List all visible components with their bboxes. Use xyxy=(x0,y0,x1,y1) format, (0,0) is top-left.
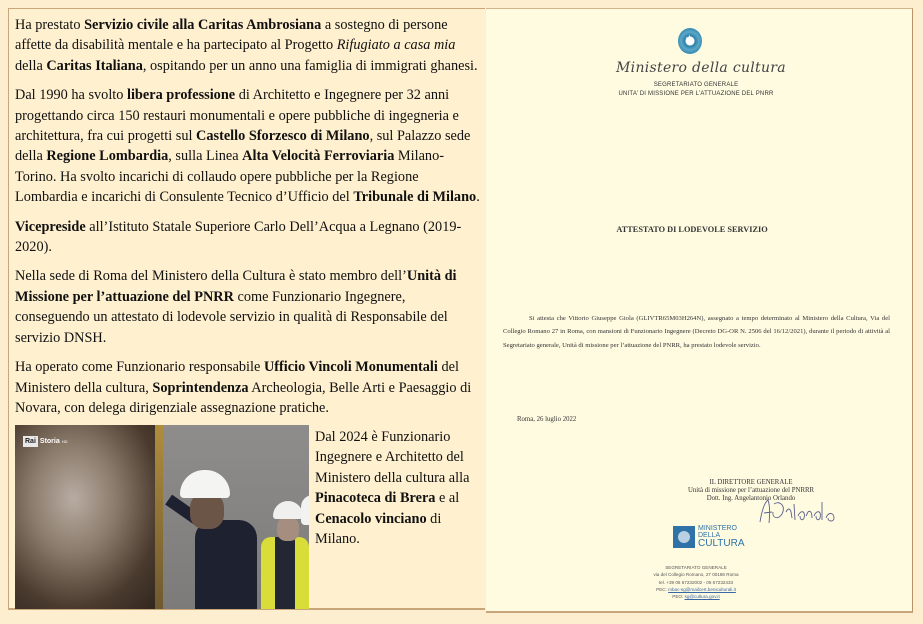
bold-text: Soprintendenza xyxy=(152,379,249,396)
bold-text: Pinacoteca di Brera xyxy=(315,490,436,507)
rai-storia-logo xyxy=(23,436,68,447)
bio-paragraph xyxy=(15,15,481,76)
certificate-date: Roma, 26 luglio 2022 xyxy=(517,416,577,423)
text-run: a sostegno di persone affette da disabilità mentale e ha partecipato al Progetto xyxy=(15,17,448,54)
biography-text xyxy=(15,15,481,427)
unit-name: UNITA’ DI MISSIONE PER L’ATTUAZIONE DEL PNRR xyxy=(618,91,774,97)
footer-contact xyxy=(596,564,796,600)
text-run: della xyxy=(15,57,47,74)
text-run: , ospitando per un anno una famiglia di immigrati ghanesi. xyxy=(142,57,478,74)
text-run: di Milano. xyxy=(315,510,442,548)
text-run: , sulla Linea xyxy=(168,148,243,165)
mic-logo-mark-icon xyxy=(673,526,695,548)
footer-line: via del Collegio Romano, 27 00186 Roma xyxy=(653,572,739,578)
footer-line: tel. +39 06 67232002 - 06 67232433 xyxy=(658,579,734,585)
text-run: , sul Palazzo sede della xyxy=(15,128,471,165)
signer-unit: Unità di missione per l’attuazione del PNRRR xyxy=(687,487,815,494)
logo-line: CULTURA xyxy=(698,538,745,549)
hd-label: HD xyxy=(61,439,68,444)
footer-pec xyxy=(596,586,796,593)
person-body xyxy=(195,520,257,609)
bold-text: Servizio civile alla Caritas Ambrosiana xyxy=(84,17,322,33)
inspection-photo xyxy=(15,425,309,609)
bio-paragraph xyxy=(15,357,481,418)
text-run: . xyxy=(476,189,480,206)
bio-paragraph xyxy=(15,217,481,258)
handwritten-signature xyxy=(756,496,846,526)
bold-text: Caritas Italiana xyxy=(46,57,143,74)
text-run: Milano-Torino. Ha svolto incarichi di collaudo opere pubbliche per la Regione Lombardia e incarichi di Consulente Tecnico d’Ufficio del xyxy=(15,148,444,206)
footer-line: SEGRETARIATO GENERALE xyxy=(665,565,727,570)
footer-peo xyxy=(596,593,796,600)
text-run: del Ministero della cultura, xyxy=(15,359,459,396)
text-run: di Architetto e Ingegnere per 32 anni progettando circa 150 restauri monumentali e opere pubbliche di ingegneria e architettura, fra cui progetti sul xyxy=(15,87,459,145)
signer-name: Dott. Ing. Angelantonio Orlando xyxy=(706,495,796,502)
star-icon: ★ xyxy=(685,34,694,45)
logo-line: DELLA xyxy=(698,532,721,539)
bold-text: Castello Sforzesco di Milano xyxy=(196,128,370,145)
ministry-name: Ministero della cultura xyxy=(616,60,786,76)
rai-label: Rai xyxy=(25,438,36,445)
bold-text: Cenacolo vinciano xyxy=(315,510,427,527)
certificate-body: Si attesta che Vittorio Giuseppe Giola (GLIVTR65M03H264N), assegnato a tempo determinato al Ministero della Cultura, Via del Collegio Romano 27 in Roma, con mansioni di Funzionario Ingegnere (Decreto DG-OR N. 2506 del 16/12/2021), durante il periodo di attività al Segretariato generale, Unità di missione per l’attuazione del PNRR, ha prestato lodevole servizio. xyxy=(503,315,890,349)
text-run: e al xyxy=(435,490,460,507)
bio-paragraph xyxy=(15,85,481,207)
text-run: Dal 1990 ha svolto xyxy=(15,87,127,104)
mic-logo-text xyxy=(698,525,744,549)
bold-text: Regione Lombardia xyxy=(46,148,169,165)
signer-title: IL DIRETTORE GENERALE xyxy=(709,479,793,486)
bold-text: libera professione xyxy=(126,87,236,104)
peo-label: PEO: xyxy=(672,594,684,600)
bold-text: Alta Velocità Ferroviaria xyxy=(242,148,395,165)
bold-text: Vicepreside xyxy=(15,218,86,235)
person-head xyxy=(277,517,299,541)
department-name: SEGRETARIATO GENERALE xyxy=(653,82,739,88)
logo-line: MINISTERO xyxy=(698,525,737,532)
hard-hat xyxy=(301,495,309,525)
bio-paragraph xyxy=(15,266,481,348)
text-run: Ha operato come Funzionario responsabile xyxy=(15,359,264,376)
certificate-title: ATTESTATO DI LODEVOLE SERVIZIO xyxy=(616,225,768,234)
text-run: Nella sede di Roma del Ministero della Cultura è stato membro dell’ xyxy=(15,268,407,285)
italian-republic-emblem-icon xyxy=(678,28,702,54)
text-run: Archeologia, Belle Arti e Paesaggio di Novara, con delega dirigenziale assegnazione pratiche. xyxy=(15,379,472,416)
text-run: Ha prestato xyxy=(15,17,85,33)
text-run: all’Istituto Statale Superiore Carlo Dell’Acqua a Legnano (2019-2020). xyxy=(15,218,462,256)
photo-caption xyxy=(315,427,483,549)
bold-text: Tribunale di Milano xyxy=(353,189,477,206)
biography-panel xyxy=(8,8,485,610)
italic-text: Rifugiato a casa mia xyxy=(336,37,456,54)
ministero-cultura-logo xyxy=(673,525,744,549)
person-head xyxy=(190,493,224,529)
pec-link[interactable]: mbac-sg@mailcert.beniculturali.it xyxy=(668,586,736,592)
bold-text: Ufficio Vincoli Monumentali xyxy=(263,359,438,376)
text-run: come Funzionario Ingegnere, conseguendo un attestato di lodevole servizio in qualità di Responsabile del servizio DNSH. xyxy=(15,288,448,346)
bold-text: Unità di Missione per l’attuazione del PNRR xyxy=(15,268,457,305)
painting-frame xyxy=(155,425,163,609)
storia-label: Storia xyxy=(39,438,60,445)
safety-vest xyxy=(261,537,309,609)
text-run: Dal 2024 è Funzionario Ingegnere e Architetto del Ministero della cultura alla xyxy=(315,429,470,486)
pec-label: PEC: xyxy=(656,586,667,592)
painting xyxy=(15,425,161,609)
certificate-document xyxy=(486,8,913,613)
peo-link[interactable]: sg@cultura.gov.it xyxy=(684,594,720,600)
